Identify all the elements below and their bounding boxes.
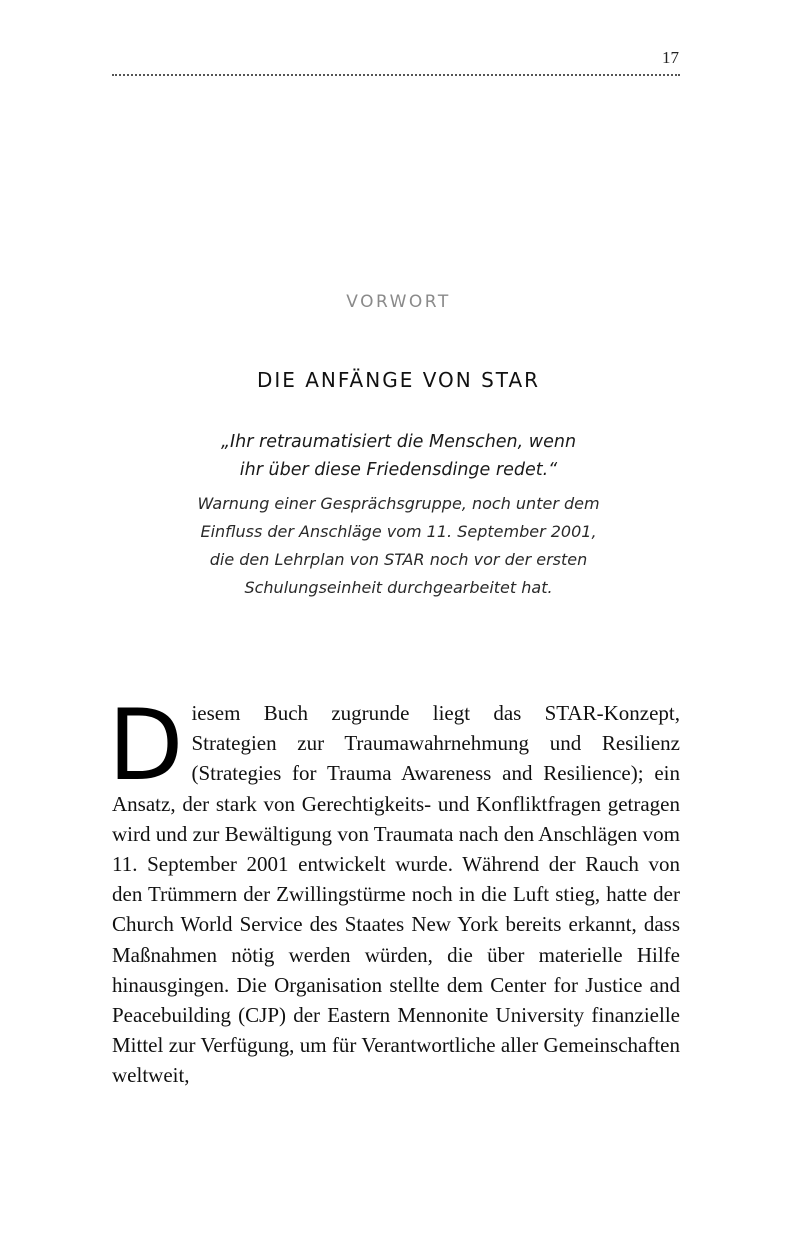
epigraph-quote-line: ihr über diese Friedensdinge redet.“ (239, 460, 558, 480)
epigraph-quote-line: „Ihr retraumatisiert die Menschen, wenn (220, 432, 577, 452)
chapter-title: DIE ANFÄNGE VON STAR (256, 368, 541, 392)
drop-cap: D (108, 689, 184, 803)
epigraph-attribution-line: die den Lehrplan von STAR noch vor der ersten (209, 550, 588, 569)
body-text (108, 689, 680, 1091)
epigraph-attribution-line: Warnung einer Gesprächsgruppe, noch unter dem (197, 494, 600, 513)
section-label: VORWORT (346, 292, 451, 312)
page-number: 17 (662, 48, 679, 67)
header-dotted-rule (112, 74, 680, 76)
body-paragraph (108, 689, 680, 1091)
epigraph (0, 428, 797, 602)
epigraph-attribution-line: Einfluss der Anschläge vom 11. September 2001, (200, 522, 597, 541)
body-paragraph-text: iesem Buch zugrunde liegt das STAR-Konzept, Strategien zur Traumawahrnehmung und Resilienz (Strategies for Trauma Awareness and Resilience); ein Ansatz, der stark von Gerechtigkeits- und Konfliktfragen getragen wird und zur Bewältigung von Traumata nach den Anschlägen vom 11. September 2001 entwickelt wurde. Während der Rauch von den Trümmern der Zwillingstürme noch in die Luft stieg, hatte der Church World Service des Staates New York bereits erkannt, dass Maßnahmen nötig werden würden, die über materielle Hilfe hinausgingen. Die Organisation stellte dem Center for Justice and Peacebuilding (CJP) der Eastern Mennonite University finanzielle Mittel zur Verfügung, um für Verantwortliche aller Gemeinschaften weltweit, (112, 701, 680, 1088)
epigraph-attribution-line: Schulungseinheit durchgearbeitet hat. (244, 578, 553, 597)
